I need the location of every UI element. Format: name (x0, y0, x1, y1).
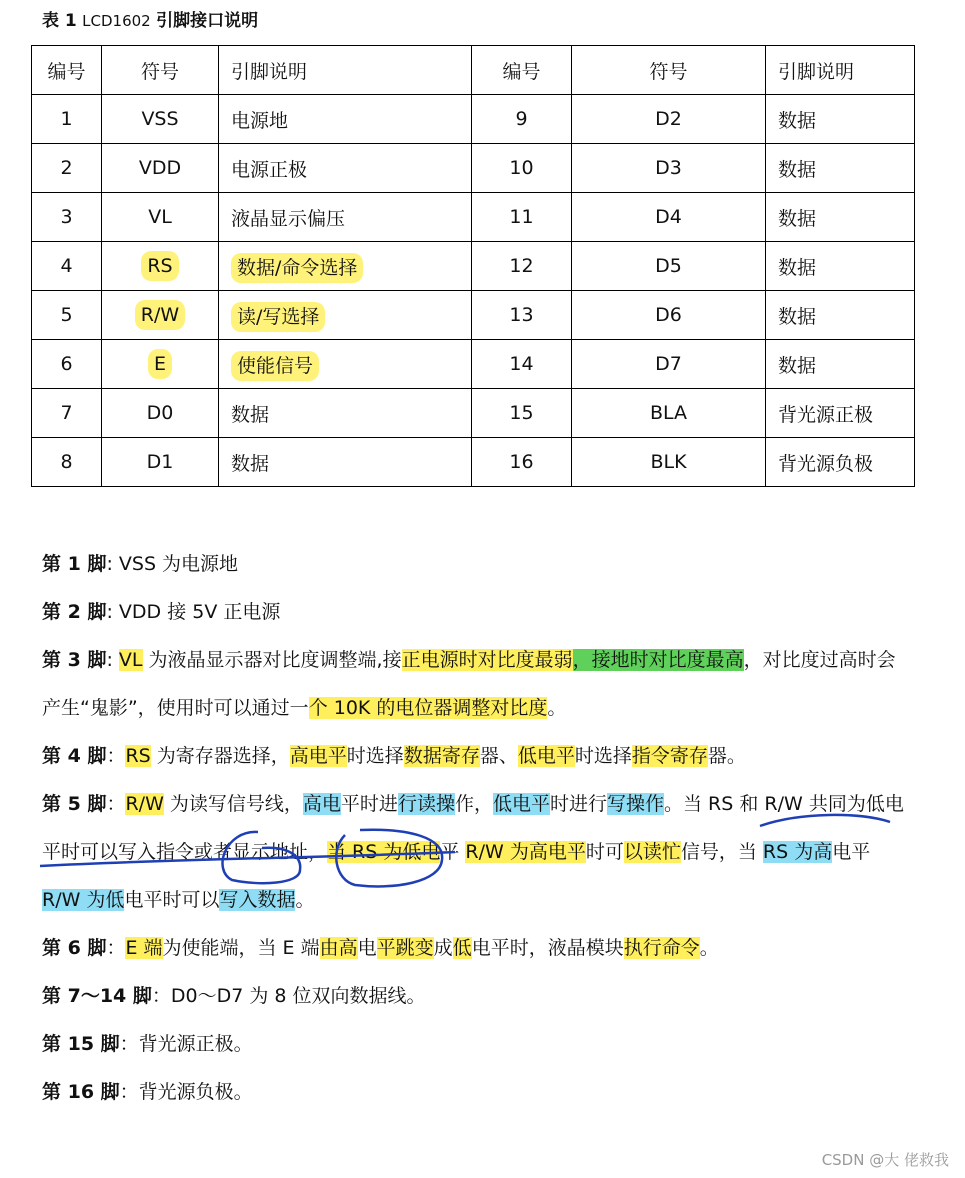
text-segment: 时选择 (346, 745, 404, 767)
table-cell (572, 340, 766, 389)
cell-text: D3 (655, 157, 682, 179)
cell-text: 数据 (778, 109, 817, 132)
table-cell (102, 144, 219, 193)
text-segment: ：背光源负极。 (119, 1081, 253, 1103)
table-cell (102, 95, 219, 144)
text-segment: 为读写信号线， (163, 793, 303, 815)
text-segment: 时可 (585, 841, 624, 863)
table-cell (219, 389, 472, 438)
text-segment: 指令寄存 (631, 745, 708, 767)
cell-text: 数据 (778, 158, 817, 181)
table-cell (472, 95, 572, 144)
cell-text: 6 (60, 353, 73, 375)
text-segment: ：背光源正极。 (119, 1033, 253, 1055)
table-cell (32, 438, 102, 487)
table-cell (472, 291, 572, 340)
table-cell (102, 340, 219, 389)
cell-text: 5 (60, 304, 73, 326)
cell-text: VL (148, 206, 172, 228)
table-cell (32, 291, 102, 340)
text-segment: ： (106, 937, 126, 959)
text-segment: 行读操 (397, 793, 455, 815)
cell-text: 3 (60, 206, 73, 228)
pin-paragraph (42, 780, 912, 924)
text-segment: 电平时可以 (124, 889, 220, 911)
header-cell: 引脚说明 (766, 46, 915, 95)
cell-text: 9 (515, 108, 528, 130)
cell-text: 液晶显示偏压 (231, 207, 346, 230)
table-cell (572, 242, 766, 291)
pin-paragraph (42, 732, 912, 780)
text-segment: RS 为高 (762, 841, 833, 863)
text-segment: 器、 (479, 745, 518, 767)
text-segment: 平跳变 (376, 937, 434, 959)
table-cell (572, 389, 766, 438)
pin-paragraph (42, 1068, 912, 1116)
pin-label: 第 15 脚 (42, 1033, 120, 1055)
watermark: CSDN @大 佬救我 (821, 1151, 949, 1169)
cell-text: D7 (655, 353, 682, 375)
cell-text: 1 (60, 108, 73, 130)
table-cell (102, 242, 219, 291)
table-cell (32, 242, 102, 291)
table-cell (32, 95, 102, 144)
header-cell: 符号 (572, 46, 766, 95)
table-cell (219, 340, 472, 389)
text-segment: 写操作 (607, 793, 665, 815)
pin-descriptions (42, 540, 912, 1116)
cell-text: VDD (138, 157, 182, 179)
table-row (32, 193, 915, 242)
text-segment: 正电源时对比度最弱 (401, 649, 573, 671)
text-segment: 个 10K 的电位器调整对比度 (308, 697, 548, 719)
pin-label: 第 2 脚 (42, 601, 107, 623)
text-segment: 时选择 (574, 745, 632, 767)
table-cell (766, 389, 915, 438)
table-row (32, 291, 915, 340)
table-cell (219, 193, 472, 242)
text-segment: 成 (433, 937, 453, 959)
table-cell (32, 144, 102, 193)
cell-text: E (148, 349, 172, 379)
text-segment: 为使能端，当 E 端 (162, 937, 320, 959)
cell-text: 电源地 (231, 109, 289, 132)
cell-text: 8 (60, 451, 73, 473)
table-cell (32, 193, 102, 242)
cell-text: 使能信号 (231, 351, 319, 381)
header-cell: 编号 (32, 46, 102, 95)
table-cell (219, 95, 472, 144)
table-cell (572, 438, 766, 487)
cell-text: 12 (509, 255, 534, 277)
text-segment: 当 RS 为低电 (327, 841, 441, 863)
text-segment: ：D0～D7 为 8 位双向数据线。 (151, 985, 426, 1007)
cell-text: 10 (509, 157, 534, 179)
text-segment: ： (106, 793, 126, 815)
pin-label: 第 3 脚 (42, 649, 107, 671)
table-cell (102, 389, 219, 438)
text-segment: 器。 (707, 745, 746, 767)
pin-label: 第 7～14 脚 (42, 985, 152, 1007)
cell-text: 16 (509, 451, 534, 473)
cell-text: 数据 (778, 305, 817, 328)
table-cell (102, 291, 219, 340)
table-cell (766, 193, 915, 242)
table-row (32, 242, 915, 291)
cell-text: 数据/命令选择 (231, 253, 363, 283)
cell-text: 14 (509, 353, 534, 375)
table-cell (766, 95, 915, 144)
cell-text: 数据 (231, 403, 270, 426)
table-cell (572, 193, 766, 242)
text-segment: 低电平 (517, 745, 575, 767)
text-segment: 。 (547, 697, 567, 719)
text-segment: : VSS 为电源地 (106, 553, 239, 575)
table-cell (766, 340, 915, 389)
text-segment: 信号，当 (680, 841, 763, 863)
table-row (32, 95, 915, 144)
caption-label: 表 1 (42, 11, 77, 31)
text-segment: 高电平 (289, 745, 347, 767)
header-cell: 引脚说明 (219, 46, 472, 95)
table-cell (32, 389, 102, 438)
cell-text: BLA (649, 402, 688, 424)
text-segment: 时进行 (549, 793, 607, 815)
cell-text: 数据 (778, 354, 817, 377)
table-cell (219, 438, 472, 487)
table-cell (102, 438, 219, 487)
cell-text: D1 (146, 451, 174, 473)
cell-text: D6 (655, 304, 682, 326)
pin-paragraph (42, 972, 912, 1020)
text-segment: R/W 为低 (42, 889, 125, 911)
pin-table (31, 45, 915, 487)
cell-text: 7 (60, 402, 73, 424)
table-cell (472, 340, 572, 389)
cell-text: 数据 (778, 207, 817, 230)
table-cell (766, 438, 915, 487)
pin-label: 第 4 脚 (42, 745, 107, 767)
table-cell (572, 95, 766, 144)
table-row (32, 340, 915, 389)
text-segment: 写入数据 (219, 889, 296, 911)
table-header-row (32, 46, 915, 95)
table-cell (472, 144, 572, 193)
text-segment: VL (118, 649, 143, 671)
pin-label: 第 6 脚 (42, 937, 107, 959)
table-cell (766, 291, 915, 340)
cell-text: 背光源负极 (778, 452, 874, 475)
table-cell (219, 144, 472, 193)
cell-text: D4 (655, 206, 682, 228)
table-cell (219, 242, 472, 291)
pin-label: 第 16 脚 (42, 1081, 120, 1103)
table-cell (572, 291, 766, 340)
text-segment: : VDD 接 5V 正电源 (106, 601, 281, 623)
table-cell (472, 438, 572, 487)
table-row (32, 144, 915, 193)
caption-name: LCD1602 (82, 12, 151, 30)
cell-text: 11 (509, 206, 534, 228)
table-cell (472, 389, 572, 438)
caption-suffix: 引脚接口说明 (156, 11, 259, 31)
text-segment: 数据寄存 (403, 745, 480, 767)
text-segment: 。 (295, 889, 315, 911)
text-segment: 电平 (832, 841, 871, 863)
text-segment: 电 (357, 937, 377, 959)
cell-text: BLK (650, 451, 687, 473)
table-row (32, 389, 915, 438)
text-segment: 作， (454, 793, 493, 815)
text-segment: 为液晶显示器对比度调整端,接 (142, 649, 402, 671)
table-cell (572, 144, 766, 193)
table-caption (42, 8, 258, 34)
cell-text: 电源正极 (231, 158, 308, 181)
cell-text: 4 (60, 255, 73, 277)
table-cell (219, 291, 472, 340)
text-segment: 平时进 (340, 793, 398, 815)
header-cell: 符号 (102, 46, 219, 95)
cell-text: 13 (509, 304, 534, 326)
text-segment: 。 (699, 937, 719, 959)
cell-text: VSS (141, 108, 179, 130)
text-segment: ，接地时对比度最高 (572, 649, 744, 671)
text-segment: 。当 RS 和 R/W 共同为低电平时可以写入指令或者显示地址， (42, 793, 904, 863)
table-cell (472, 193, 572, 242)
pin-label: 第 1 脚 (42, 553, 107, 575)
text-segment: ： (106, 745, 126, 767)
pin-paragraph (42, 924, 912, 972)
pin-label: 第 5 脚 (42, 793, 107, 815)
table-row (32, 438, 915, 487)
text-segment: E 端 (125, 937, 163, 959)
cell-text: 数据 (231, 452, 270, 475)
cell-text: 读/写选择 (231, 302, 325, 332)
cell-text: 背光源正极 (778, 403, 874, 426)
text-segment: 由高 (319, 937, 358, 959)
table-cell (32, 340, 102, 389)
text-segment: R/W 为高电平 (465, 841, 586, 863)
cell-text: D2 (655, 108, 682, 130)
cell-text: 2 (60, 157, 73, 179)
cell-text: D5 (655, 255, 682, 277)
text-segment: 高电 (302, 793, 341, 815)
pin-paragraph (42, 540, 912, 588)
text-segment: 低电平 (492, 793, 550, 815)
cell-text: R/W (135, 300, 185, 330)
text-segment: 以读忙 (623, 841, 681, 863)
header-cell: 编号 (472, 46, 572, 95)
table-cell (766, 242, 915, 291)
text-segment: : (106, 649, 119, 671)
cell-text: 数据 (778, 256, 817, 279)
text-segment: R/W (125, 793, 164, 815)
text-segment: 为寄存器选择， (150, 745, 290, 767)
cell-text: D0 (146, 402, 174, 424)
text-segment: ，对比度过高时会产生“鬼影”，使用时可以通过一 (42, 649, 896, 719)
pin-paragraph (42, 588, 912, 636)
text-segment: 低 (452, 937, 472, 959)
cell-text: 15 (509, 402, 534, 424)
text-segment: 电平时，液晶模块 (471, 937, 624, 959)
table-cell (472, 242, 572, 291)
table-cell (766, 144, 915, 193)
text-segment: RS (125, 745, 151, 767)
table-cell (102, 193, 219, 242)
text-segment: 执行命令 (623, 937, 700, 959)
cell-text: RS (141, 251, 178, 281)
pin-paragraph (42, 1020, 912, 1068)
pin-paragraph (42, 636, 912, 732)
text-segment: 平 (440, 841, 466, 863)
